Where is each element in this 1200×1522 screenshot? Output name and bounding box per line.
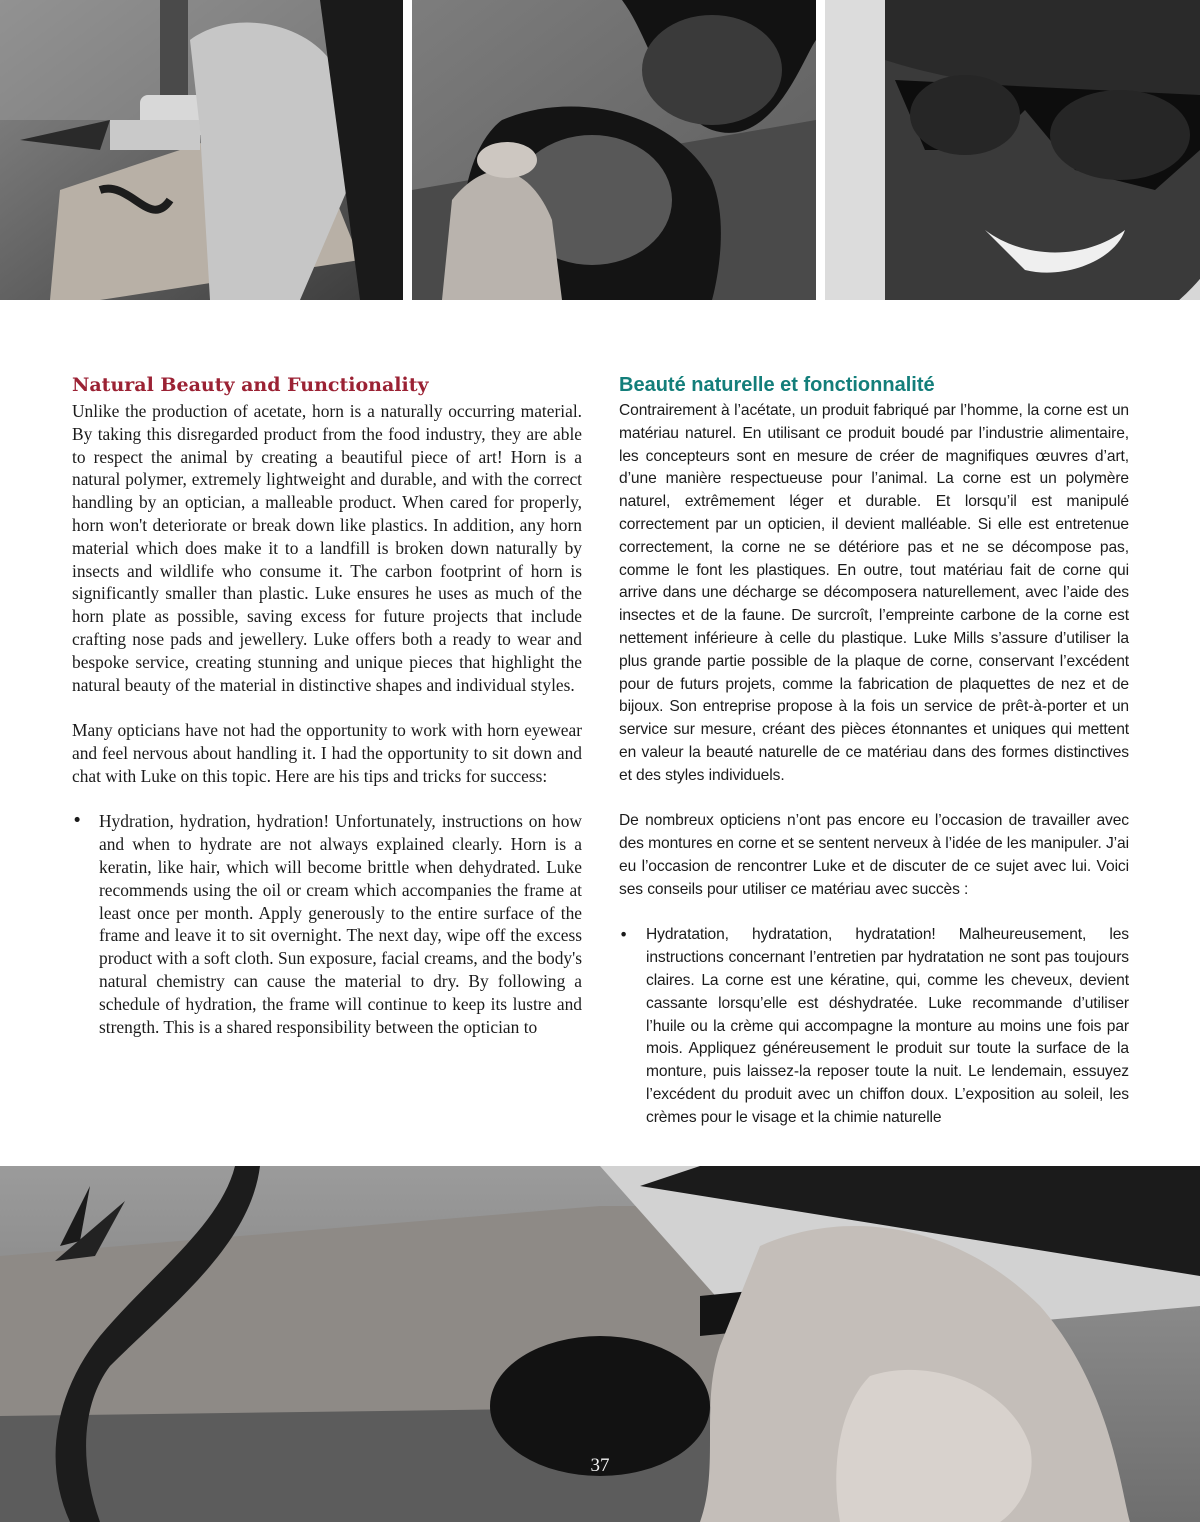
tip-text-english: Hydration, hydration, hydration! Unfortunately, instructions on how and when to hydrate are not always explained clearly. Horn is a keratin, like hair, which will become brittle when dehydrated. Luke recommends using the oil or cream which accompanies the frame at least once per month. Apply generously to the entire surface of the frame and leave it to sit overnight. The next day, wipe off the excess product with a soft cloth. Sun exposure, facial creams, and the body's natural chemistry can cause the material to dry. By following a schedule of hydration, the frame will continue to keep its lustre and strength. This is a shared responsibility between the optician to bbox=[99, 811, 582, 1037]
article-column-english bbox=[72, 370, 582, 1038]
article-column-french bbox=[619, 370, 1129, 1130]
tip-item-english bbox=[72, 810, 582, 1038]
paragraph-spacer bbox=[619, 788, 1129, 811]
article-paragraph-french-2: De nombreux opticiens n’ont pas encore eu l’occasion de travailler avec des montures en corne et se sentent nerveux à l’idée de les manipuler. J’ai eu l’occasion de rencontrer Luke et de discuter de ce sujet avec lui. Voici ses conseils pour utiliser ce matériau avec succès : bbox=[619, 812, 1129, 898]
article-heading-english: Natural Beauty and Functionality bbox=[72, 374, 429, 396]
photo-model-in-sunglasses bbox=[825, 0, 1200, 300]
frame-closeup-illustration bbox=[412, 0, 816, 300]
article-paragraph-french-1: Contrairement à l’acétate, un produit fabriqué par l’homme, la corne est un matériau naturel. En utilisant ce produit boudé par l’industrie alimentaire, les concepteurs sont en mesure de créer de magnifiques œuvres d’art, d’une manière respectueuse pour l’animal. La corne est un polymère naturel, extrêmement léger et durable. Et lorsqu’il est manipulé correctement par un opticien, il devient malléable. Si elle est entretenue correctement, la corne ne se détériore pas et ne se décompose pas, comme le font les plastiques. En outre, tout matériau fait de corne qui arrive dans une décharge se décomposera naturellement, avec l’aide des insectes et de la faune. De surcroît, l’empreinte carbone de la corne est nettement inférieure à celle du plastique. Luke Mills s’assure d’utiliser la plus grande partie possible de la plaque de corne, conservant l’excédent pour de futurs projets, comme la fabrication de plaquettes de nez et de bijoux. Son entreprise propose à la fois un service de prêt-à-porter et un service sur mesure, créant des pièces étonnantes et uniques qui mettent en valeur la beauté naturelle de ce matériau dans des formes distinctives et des styles individuels. bbox=[619, 402, 1129, 784]
paragraph-spacer bbox=[619, 902, 1129, 925]
article-heading-french: Beauté naturelle et fonctionnalité bbox=[619, 374, 935, 396]
bullet-icon: • bbox=[619, 926, 629, 945]
model-sunglasses-illustration bbox=[825, 0, 1200, 300]
paragraph-spacer bbox=[72, 696, 582, 719]
photo-craftsman-workbench bbox=[0, 0, 403, 300]
tip-item-french bbox=[619, 924, 1129, 1129]
paragraph-spacer bbox=[72, 788, 582, 811]
article-paragraph-english-2: Many opticians have not had the opportunity to work with horn eyewear and feel nervous about handling it. I had the opportunity to sit down and chat with Luke on this topic. Here are his tips and tricks for success: bbox=[72, 720, 582, 786]
tips-list-french bbox=[619, 924, 1129, 1129]
tip-text-french: Hydratation, hydratation, hydratation! Malheureusement, les instructions concernant l’entretien par hydratation ne sont pas toujours claires. La corne est une kératine, qui, comme les cheveux, devient cassante lorsqu’elle est déshydratée. Luke recommande d’utiliser l’huile ou la crème qui accompagne la monture au moins une fois par mois. Appliquez généreusement le produit sur toute la surface de la monture, puis laissez-la reposer toute la nuit. Le lendemain, essuyez l’excédent du produit avec un chiffon doux. L’exposition au soleil, les crèmes pour le visage et la chimie naturelle bbox=[646, 926, 1129, 1126]
bullet-icon: • bbox=[72, 811, 83, 832]
page-number: 37 bbox=[590, 1455, 610, 1476]
article-paragraph-english-1: Unlike the production of acetate, horn is a naturally occurring material. By taking this disregarded product from the food industry, they are able to respect the animal by creating a beautiful piece of art! Horn is a natural polymer, extremely lightweight and durable, and with the correct handling by an optician, a malleable product. When cared for properly, horn won't deteriorate or break down like plastics. In addition, any horn material which does make it to a landfill is broken down naturally by insects and wildlife who consume it. The carbon footprint of horn is significantly smaller than plastic. Luke ensures he uses as much of the horn plate as possible, saving excess for future projects that include crafting nose pads and jewellery. Luke offers both a ready to wear and bespoke service, creating stunning and unique pieces that highlight the natural beauty of the material in distinctive shapes and individual styles. bbox=[72, 401, 582, 695]
workbench-tools-illustration bbox=[0, 0, 403, 300]
photo-horn-frame-closeup bbox=[412, 0, 816, 300]
tips-list-english bbox=[72, 810, 582, 1038]
